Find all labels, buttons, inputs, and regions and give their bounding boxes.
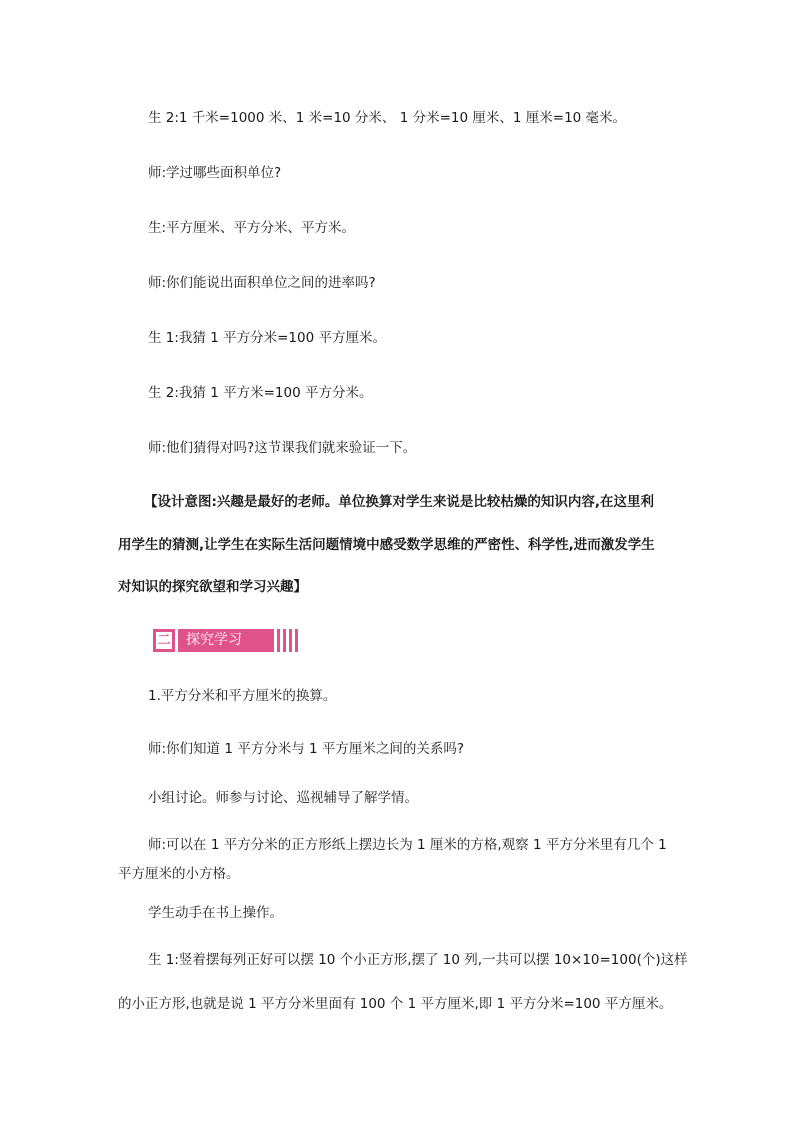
dialogue-line: 生 2:1 千米=1000 米、1 米=10 分米、 1 分米=10 厘米、1 厘米=10 毫米。 [148, 110, 627, 126]
design-note-line: 对知识的探究欲望和学习兴趣】 [118, 579, 307, 595]
stripe-decoration [277, 629, 299, 652]
dialogue-line: 师:学过哪些面积单位? [148, 165, 282, 181]
body-line: 平方厘米的小方格。 [118, 866, 240, 882]
section-number: 二 [157, 633, 171, 648]
dialogue-line: 生:平方厘米、平方分米、平方米。 [148, 220, 356, 236]
section-title: 探究学习 [178, 629, 274, 652]
body-line: 师:你们知道 1 平方分米与 1 平方厘米之间的关系吗? [148, 741, 465, 757]
dialogue-line: 生 2:我猜 1 平方米=100 平方分米。 [148, 385, 373, 401]
section-number-box [153, 629, 175, 652]
body-line: 的小正方形,也就是说 1 平方分米里面有 100 个 1 平方厘米,即 1 平方分米=100 平方厘米。 [118, 996, 673, 1012]
dialogue-line: 生 1:我猜 1 平方分米=100 平方厘米。 [148, 330, 386, 346]
body-line: 小组讨论。师参与讨论、巡视辅导了解学情。 [148, 790, 418, 806]
design-note-line: 用学生的猜测,让学生在实际生活问题情境中感受数学思维的严密性、科学性,进而激发学生 [118, 537, 655, 553]
body-line: 1.平方分米和平方厘米的换算。 [148, 688, 337, 704]
section-header-banner [153, 629, 299, 652]
dialogue-line: 师:你们能说出面积单位之间的进率吗? [148, 275, 376, 291]
body-line: 学生动手在书上操作。 [148, 905, 283, 921]
body-line: 生 1:竖着摆每列正好可以摆 10 个小正方形,摆了 10 列,一共可以摆 10×10=100(个)这样 [148, 952, 688, 968]
design-note-line: 【设计意图:兴趣是最好的老师。单位换算对学生来说是比较枯燥的知识内容,在这里利 [144, 494, 655, 510]
body-line: 师:可以在 1 平方分米的正方形纸上摆边长为 1 厘米的方格,观察 1 平方分米里有几个 1 [148, 837, 667, 853]
dialogue-line: 师:他们猜得对吗?这节课我们就来验证一下。 [148, 440, 417, 456]
